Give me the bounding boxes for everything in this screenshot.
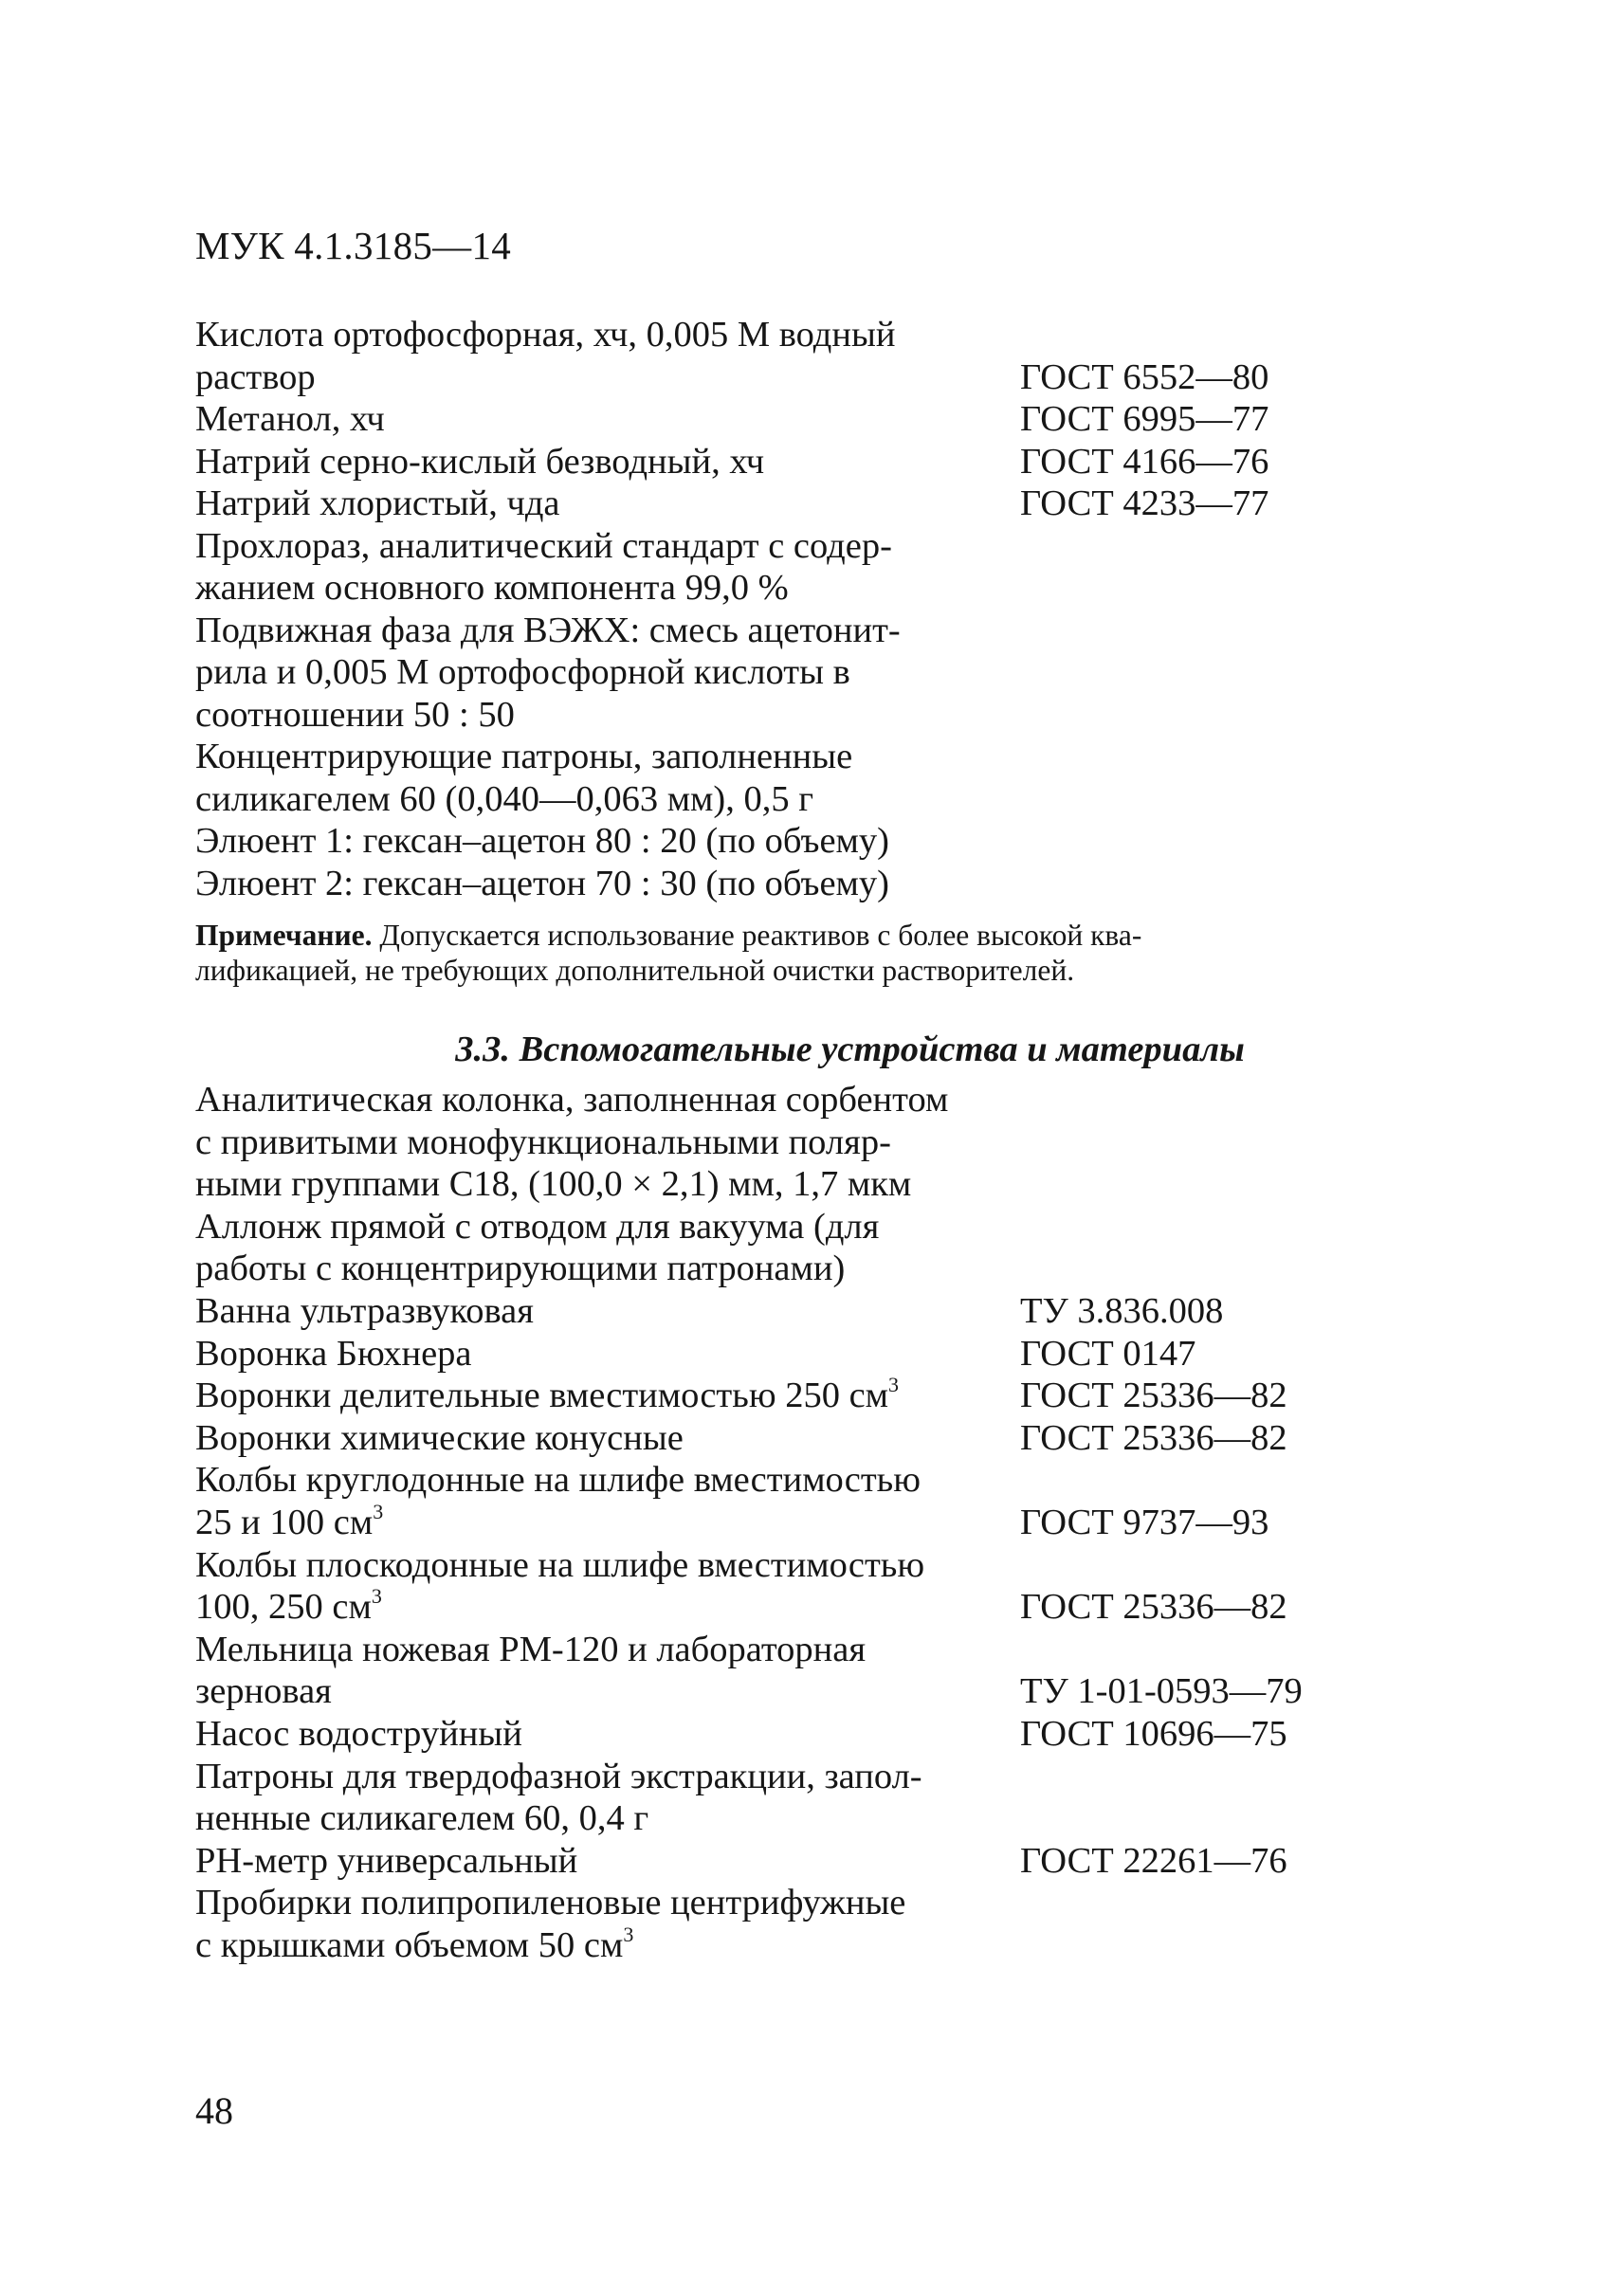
equipment-line-name <box>195 1840 577 1883</box>
equipment-line-standard: ГОСТ 25336—82 <box>1020 1417 1287 1458</box>
equipment-line <box>195 1248 1333 1290</box>
reagent-line <box>195 610 1333 652</box>
equipment-line-name <box>195 1713 522 1756</box>
note-line-2: лификацией, не требующих дополнительной очистки растворителей. <box>195 954 1075 987</box>
equipment-line-name-text: ными группами С18, (100,0 × 2,1) мм, 1,7 мкм <box>195 1164 912 1205</box>
equipment-line-name-text: зерновая <box>195 1671 332 1712</box>
equipment-line <box>195 1502 1333 1544</box>
reagent-line <box>195 736 1333 778</box>
equipment-list <box>195 1079 1333 1966</box>
reagent-line <box>195 525 1333 568</box>
equipment-line <box>195 1163 1333 1206</box>
equipment-line <box>195 1670 1333 1713</box>
reagent-line-name-text: Прохлораз, аналитический стандарт с содер- <box>195 525 892 566</box>
equipment-line <box>195 1544 1333 1587</box>
equipment-line-standard: ГОСТ 25336—82 <box>1020 1376 1287 1416</box>
equipment-line-name-text: Колбы круглодонные на шлифе вместимостью <box>195 1460 921 1501</box>
equipment-line-name-text: Воронки делительные вместимостью 250 см <box>195 1376 889 1416</box>
equipment-line-standard: ТУ 1-01-0593—79 <box>1020 1671 1303 1712</box>
reagent-line-name <box>195 651 850 694</box>
equipment-line-standard: ГОСТ 22261—76 <box>1020 1840 1287 1881</box>
equipment-line <box>195 1206 1333 1248</box>
equipment-line <box>195 1840 1333 1883</box>
reagent-line <box>195 651 1333 694</box>
reagent-line-name-text: жанием основного компонента 99,0 % <box>195 568 789 608</box>
note-label: Примечание. <box>195 919 373 952</box>
equipment-line-name <box>195 1290 534 1333</box>
reagent-line-name <box>195 736 852 778</box>
reagent-line-name-text: Натрий серно-кислый безводный, хч <box>195 441 765 482</box>
unit-superscript: 3 <box>373 1500 384 1524</box>
equipment-line <box>195 1417 1333 1460</box>
equipment-line-name <box>195 1629 866 1671</box>
equipment-line-name <box>195 1417 684 1460</box>
reagent-line-name-text: соотношении 50 : 50 <box>195 694 515 735</box>
equipment-line-name-text: Насос водоструйный <box>195 1713 522 1754</box>
reagent-line <box>195 778 1333 821</box>
equipment-line-name <box>195 1544 924 1587</box>
equipment-line-name-text: Патроны для твердофазной экстракции, запол- <box>195 1756 922 1796</box>
reagent-line-name <box>195 525 892 568</box>
reagent-line-name <box>195 441 764 483</box>
equipment-line-name <box>195 1163 911 1206</box>
equipment-line <box>195 1756 1333 1798</box>
equipment-line <box>195 1797 1333 1840</box>
reagent-line <box>195 441 1333 483</box>
equipment-line-name-text: с крышками объемом 50 см <box>195 1924 624 1965</box>
reagent-line-name <box>195 694 515 737</box>
equipment-line-name-text: с привитыми монофункциональными поляр- <box>195 1121 891 1162</box>
equipment-line-standard: ГОСТ 10696—75 <box>1020 1713 1287 1754</box>
equipment-line-name <box>195 1248 845 1290</box>
reagent-line-name-text: силикагелем 60 (0,040—0,063 мм), 0,5 г <box>195 778 814 819</box>
page-number: 48 <box>195 2089 233 2132</box>
note-text-1: Допускается использование реактивов с более высокой ква- <box>372 919 1142 952</box>
equipment-line-standard: ГОСТ 0147 <box>1020 1333 1196 1374</box>
reagent-line-name <box>195 778 813 821</box>
equipment-line-name-text: 25 и 100 см <box>195 1502 374 1542</box>
equipment-line-name-text: Воронка Бюхнера <box>195 1333 472 1374</box>
equipment-line-name <box>195 1459 921 1502</box>
equipment-line-name-text: Колбы плоскодонные на шлифе вместимостью <box>195 1544 925 1585</box>
equipment-line-name <box>195 1924 633 1967</box>
reagent-line-name <box>195 610 901 652</box>
equipment-line-name <box>195 1797 648 1840</box>
reagent-line <box>195 314 1333 356</box>
equipment-line-name-text: Аналитическая колонка, заполненная сорбентом <box>195 1080 949 1120</box>
reagent-line-name-text: Концентрирующие патроны, заполненные <box>195 737 853 776</box>
equipment-line-name <box>195 1375 899 1417</box>
equipment-line <box>195 1290 1333 1333</box>
unit-superscript: 3 <box>371 1584 382 1609</box>
section-title: 3.3. Вспомогательные устройства и материалы <box>455 1030 1245 1069</box>
unit-superscript: 3 <box>888 1373 900 1397</box>
equipment-line-name-text: Ванна ультразвуковая <box>195 1290 534 1331</box>
equipment-line-name <box>195 1882 905 1924</box>
equipment-line <box>195 1333 1333 1376</box>
equipment-line-name <box>195 1756 922 1798</box>
equipment-line <box>195 1713 1333 1756</box>
reagent-line-name-text: раствор <box>195 356 316 397</box>
equipment-line-name-text: РН-метр универсальный <box>195 1840 578 1881</box>
reagent-line-standard: ГОСТ 4166—76 <box>1020 441 1269 482</box>
reagent-line <box>195 863 1333 905</box>
equipment-line-name-text: Воронки химические конусные <box>195 1417 684 1458</box>
reagent-line-name-text: Метанол, хч <box>195 399 385 439</box>
reagents-list <box>195 314 1333 904</box>
equipment-line-name <box>195 1333 472 1376</box>
equipment-line <box>195 1459 1333 1502</box>
equipment-line <box>195 1924 1333 1967</box>
equipment-line-name-text: 100, 250 см <box>195 1587 372 1628</box>
equipment-line-standard: ТУ 3.836.008 <box>1020 1290 1224 1331</box>
reagent-line-name-text: Подвижная фаза для ВЭЖХ: смесь ацетонит- <box>195 610 901 650</box>
reagent-line <box>195 694 1333 737</box>
equipment-line-name <box>195 1586 382 1629</box>
equipment-line <box>195 1629 1333 1671</box>
reagent-line <box>195 820 1333 863</box>
equipment-line-name <box>195 1670 332 1713</box>
reagent-line-standard: ГОСТ 4233—77 <box>1020 483 1269 523</box>
reagent-line-name <box>195 863 889 905</box>
equipment-line-name-text: работы с концентрирующими патронами) <box>195 1248 846 1289</box>
equipment-line <box>195 1586 1333 1629</box>
note-line-1 <box>195 918 1456 953</box>
reagent-line-name-text: рила и 0,005 М ортофосфорной кислоты в <box>195 652 850 692</box>
reagent-line-name <box>195 567 789 610</box>
equipment-line-name-text: Аллонж прямой с отводом для вакуума (для <box>195 1206 880 1247</box>
reagent-line <box>195 356 1333 399</box>
reagent-line-standard: ГОСТ 6552—80 <box>1020 356 1269 397</box>
reagent-line-standard: ГОСТ 6995—77 <box>1020 399 1269 439</box>
equipment-line-standard: ГОСТ 25336—82 <box>1020 1587 1287 1628</box>
reagent-line-name <box>195 398 385 441</box>
reagent-line-name-text: Элюент 2: гексан–ацетон 70 : 30 (по объему) <box>195 863 889 903</box>
equipment-line <box>195 1079 1333 1121</box>
equipment-line-name <box>195 1079 948 1121</box>
equipment-line <box>195 1882 1333 1924</box>
equipment-line <box>195 1375 1333 1417</box>
equipment-line-name-text: Мельница ножевая РМ-120 и лабораторная <box>195 1629 867 1669</box>
unit-superscript: 3 <box>623 1922 634 1947</box>
equipment-line <box>195 1121 1333 1164</box>
reagent-line <box>195 398 1333 441</box>
reagent-line-name-text: Натрий хлористый, чда <box>195 483 560 523</box>
reagent-line-name-text: Элюент 1: гексан–ацетон 80 : 20 (по объему) <box>195 821 889 861</box>
reagent-line <box>195 483 1333 525</box>
equipment-line-name <box>195 1206 879 1248</box>
note-paragraph <box>195 918 1456 988</box>
reagent-line-name <box>195 314 895 356</box>
reagent-line-name <box>195 356 316 399</box>
equipment-line-name-text: Пробирки полипропиленовые центрифужные <box>195 1883 906 1923</box>
document-header: МУК 4.1.3185—14 <box>195 224 512 267</box>
equipment-line-standard: ГОСТ 9737—93 <box>1020 1502 1269 1542</box>
reagent-line-name <box>195 820 889 863</box>
reagent-line-name-text: Кислота ортофосфорная, хч, 0,005 М водный <box>195 315 896 355</box>
equipment-line-name <box>195 1121 891 1164</box>
equipment-line-name-text: ненные силикагелем 60, 0,4 г <box>195 1798 649 1839</box>
reagent-line-name <box>195 483 560 525</box>
reagent-line <box>195 567 1333 610</box>
equipment-line-name <box>195 1502 383 1544</box>
